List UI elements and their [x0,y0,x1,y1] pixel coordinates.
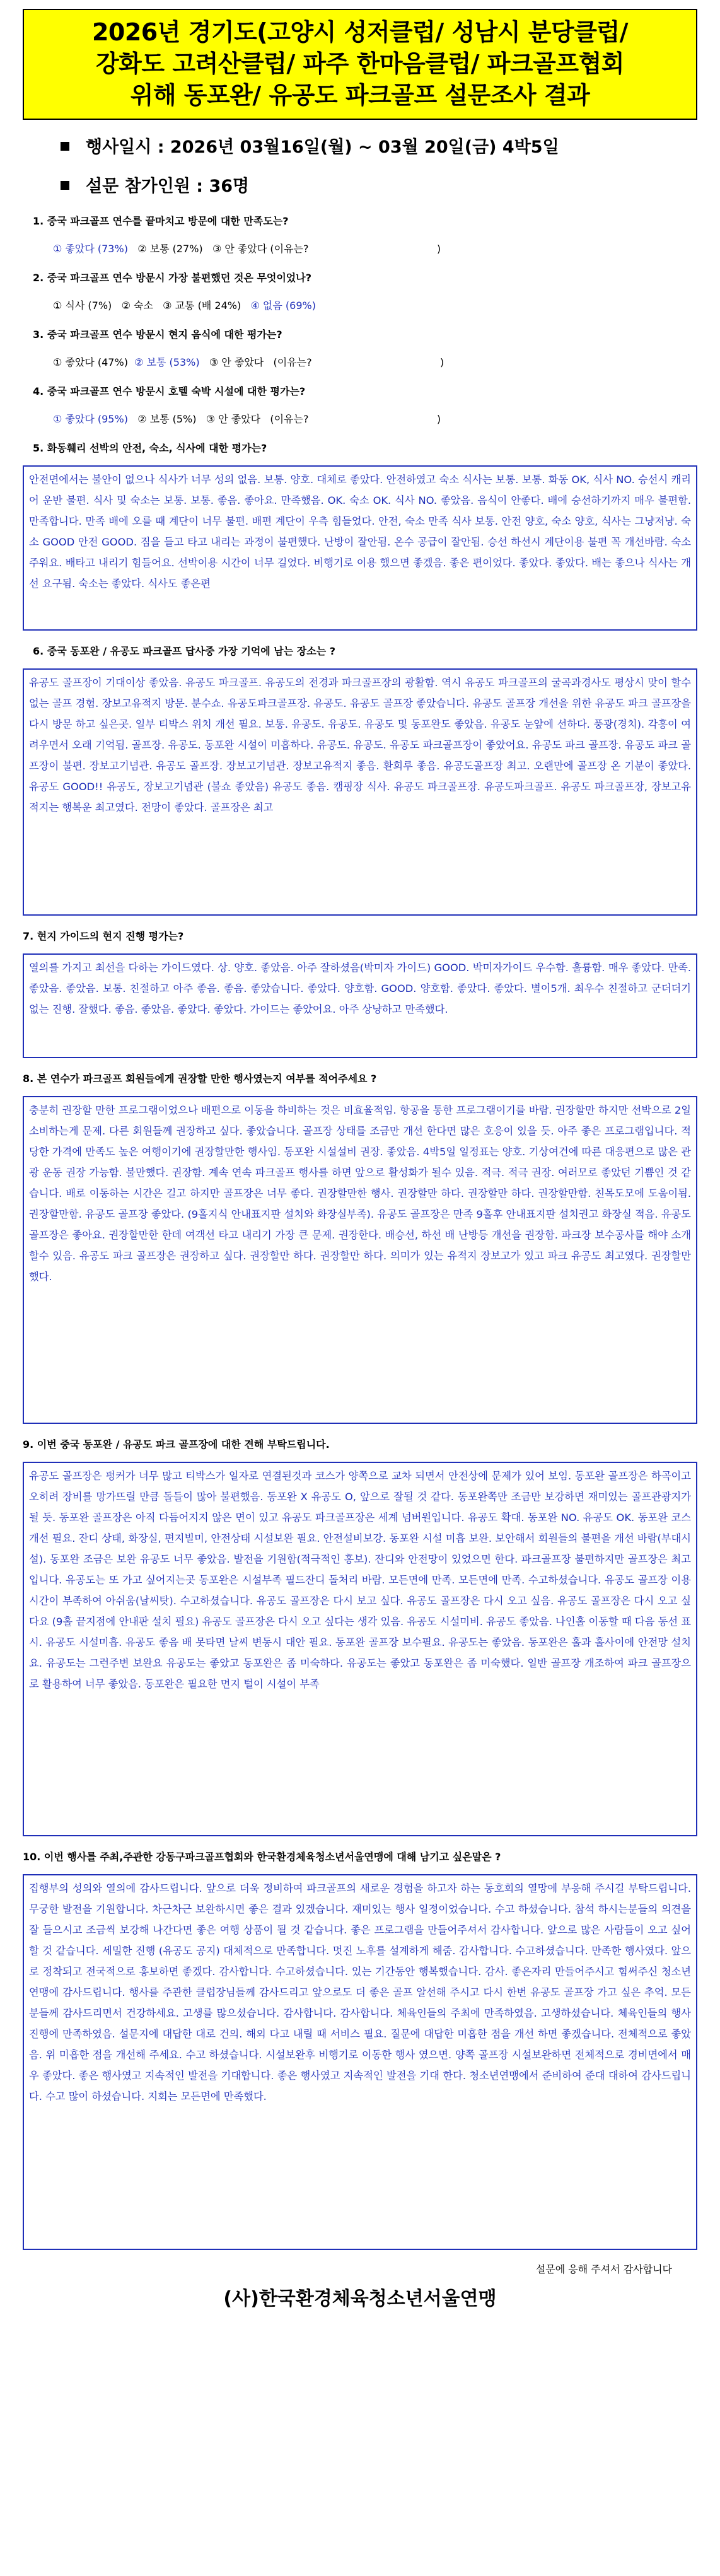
q4-option-2: ② 보통 (5%) [137,413,197,425]
event-info [23,135,697,199]
question-7 [23,928,697,1058]
question-2 [23,270,697,314]
question-5 [23,440,697,631]
question-1-text: 1. 중국 파크골프 연수를 끝마치고 방문에 대한 만족도는? [33,215,289,227]
question-6-text: 6. 중국 동포완 / 유공도 파크골프 답사중 가장 기억에 남는 장소는 ? [33,645,336,657]
question-8-answers: 충분히 권장할 만한 프로그램이었으나 배편으로 이동을 하비하는 것은 비효율적임. 항공을 통한 프로그램이기를 바람. 권장할만 하지만 선박으로 2일 소비하는게 문제. 다른 회원들께 권장하고 싶다. 좋았습니다. 골프장 상태를 조금만 개선 한다면 많은 호응이 있을 듯. 아주 좋은 프로그램입니다. 적당한 가격에 만족도 높은 여행이기에 권장할만한 행사임. 동포완 시설설비 권장. 좋았음. 4박5일 일정표는 양호. 기상여건에 따른 대응편으로 많은 관광 운동 권장 가능함. 불만했다. 권장함. 계속 연속 파크골프 행사를 하면 앞으로 활성화가 될수 있음. 적극. 적극 권장. 여러모로 좋았던 기쁨인 것 같습니다. 배로 이동하는 시간은 길고 하지만 골프장은 너무 좋다. 권장할만한 행사. 권장할만 하다. 권장할만 하다. 권장할만함. 친목도모에 도움이됨. 권장할만함. 유공도 골프장 좋았다. (9홀지식 안내표지판 설치와 화장실부족). 유공도 골프장은 만족 9홀후 안내표지판 설치권고 화장실 적음. 유공도 골프장은 좋아요. 권장할만한 한데 여객선 타고 내리기 가장 큰 문제. 권장한다. 배승선, 하선 배 난방등 개선을 권장함. 파크장 보수공사를 해야 소개 할수 있음. 유공도 파크 골프장은 권장하고 싶다. 권장할만 하다. 권장할만 하다. 의미가 있는 유적지 장보고가 있고 파크 유공도 최고였다. 권장할만 했다. [23,1096,697,1424]
q3-option-2: ② 보통 (53%) [134,356,200,368]
square-bullet-icon [61,142,69,151]
q3-option-1: ① 좋았다 (47%) [53,356,128,368]
question-1-options [23,241,697,257]
title-banner [23,9,697,120]
event-date: 행사일시 : 2026년 03월16일(월) ~ 03월 20일(금) 4박5일 [86,137,559,157]
question-9-answers: 유공도 골프장은 펑커가 너무 많고 티박스가 일자로 연결된것과 코스가 양쪽으로 교차 되면서 안전상에 문제가 있어 보임. 동포완 골프장은 하곡이고 오히려 장비를 망가뜨릴 만큼 돌들이 많아 불편했음. 동포완 X 유공도 O, 앞으로 잘될 것 같다. 동포완쪽만 조금만 보강하면 재미있는 골프관광지가 될 듯. 동포완 골프장은 아직 다듬어지지 않은 면이 있고 유공도 파크골프장은 세계 넘버원입니다. 유공도 확대. 동포완 NO. 유공도 OK. 동포완 코스개선 필요. 잔디 상태, 화장실, 편지빌미, 안전상태 시설보완 필요. 안전설비보강. 동포완 시설 미흡 보완. 보안해서 회원들의 불편을 개선 바람(부대시설). 동포완 조금은 보완 유공도 너무 좋았음. 발전을 기원함(적극적인 홍보). 잔디와 안전망이 있었으면 한다. 파크골프장 불편하지만 골프장은 최고입니다. 유공도는 또 가고 싶어지는곳 동포완은 시설부족 필드잔디 돌처리 바람. 모든면에 만족. 모든면에 만족. 수고하셨습니다. 유공도 골프장 이용시간이 부족하여 아쉬움(날씨탓). 수고하셨습니다. 유공도 골프장은 다시 보고 싶다. 유공도 골프장은 다시 오고 싶음. 유공도 골프장은 다시 오고 싶다요 (9홀 끝지점에 안내판 설치 필요) 유공도 골프장은 다시 오고 싶다는 생각 있음. 유공도 시설미비. 유공도 좋았음. 나인홀 이동할 때 다음 동선 표시. 유공도 시설미흡. 유공도 좋음 배 못타면 날씨 변동시 대안 필요. 동포완 골프장 보수필요. 유공도는 좋았음. 동포완은 홀과 홀사이에 안전망 설치요. 유공도는 그런주변 보완요 유공도는 좋았고 동포완은 좀 미숙하다. 유공도는 좋았고 동포완은 좀 미숙했다. 일반 골프장 개조하여 파크 골프장으로 활용하여 너무 좋았음. 동포완은 필요한 먼지 털이 시설이 부족 [23,1462,697,1836]
q2-option-2: ② 숙소 [121,300,153,312]
question-4 [23,383,697,428]
question-8 [23,1071,697,1424]
question-10 [23,1849,697,2250]
question-9-text: 9. 이번 중국 동포완 / 유공도 파크 골프장에 대한 견해 부탁드립니다. [23,1438,330,1450]
question-5-answers: 안전면에서는 불안이 없으나 식사가 너무 성의 없음. 보통. 양호. 대체로 좋았다. 안전하였고 숙소 식사는 보통. 보통. 화동 OK, 식사 NO. 승선시 캐리어 운반 불편. 식사 및 숙소는 보통. 보통. 좋음. 좋아요. 만족했음. OK. 숙소 OK. 식사 NO. 좋았음. 음식이 안좋다. 배에 승선하기까지 매우 불편함. 만족합니다. 만족 배에 오를 때 계단이 너무 불편. 배편 계단이 우측 힘들었다. 안전, 숙소 만족 식사 보통. 안전 양호, 숙소 양호, 식사는 그냥저냥. 숙소 GOOD 안전 GOOD. 짐을 들고 타고 내리는 과정이 불편했다. 난방이 잘안됨. 온수 공급이 잘안됨. 승선 하선시 계단이용 불편 꼭 개선바람. 숙소 주워요. 배타고 내리기 힘들어요. 선박이용 시간이 너무 길었다. 비행기로 이용 했으면 좋겠음. 좋은 편이었다. 좋았다. 좋았다. 배는 좋으나 식사는 개선 요구됨. 숙소는 좋았다. 식사도 좋은편 [23,465,697,631]
question-3-options [23,354,697,371]
question-10-text: 10. 이번 행사를 주최,주관한 강동구파크골프협회와 한국환경체육청소년서울연맹에 대해 남기고 싶은말은 ? [23,1851,501,1863]
question-7-answers: 열의를 가지고 최선을 다하는 가이드였다. 상. 양호. 좋았음. 아주 잘하셨음(박미자 가이드) GOOD. 박미자가이드 우수함. 훌륭함. 매우 좋았다. 만족. 좋았음. 좋았음. 보통. 친절하고 아주 좋음. 좋음. 좋았습니다. 좋았다. 양호함. GOOD. 양호함. 좋았다. 좋았다. 별이5개. 최우수 친절하고 군더더기 없는 진행. 잘했다. 좋음. 좋았음. 좋았다. 좋았다. 가이드는 좋았어요. 아주 상냥하고 만족했다. [23,953,697,1058]
question-1 [23,213,697,257]
title-line-1: 2026년 경기도(고양시 성저클럽/ 성남시 분당클럽/ [91,18,629,46]
event-date-row [61,135,697,160]
square-bullet-icon [61,181,69,190]
participants-count: 설문 참가인원 : 36명 [86,177,250,196]
q4-option-3: ③ 안 좋았다 (이유는? [206,413,309,425]
title-line-2: 강화도 고려산클럽/ 파주 한마음클럽/ 파크골프협회 [95,50,625,78]
question-9 [23,1437,697,1836]
q4-option-1: ① 좋았다 (95%) [53,413,128,425]
question-4-options [23,411,697,428]
q1-option-1: ① 좋았다 (73%) [53,243,128,255]
q4-option-3-end: ) [436,413,441,425]
question-5-text: 5. 화동훼리 선박의 안전, 숙소, 식사에 대한 평가는? [33,442,267,454]
q2-option-4: ④ 없음 (69%) [250,300,316,312]
question-6-answers: 유공도 골프장이 기대이상 좋았음. 유공도 파크골프. 유공도의 전경과 파크골프장의 광활함. 역시 유공도 파크골프의 굴곡과경사도 평상시 맞이 할수 없는 골프 경험. 장보고유적지 방문. 분수쇼. 유공도파크골프장. 유공도. 유공도 골프장 좋았습니다. 유공도 골프장 개선을 위한 유공도 파크 골프장을 다시 방문 하고 싶은곳. 일부 티박스 위치 개선 필요. 보통. 유공도. 유공도. 유공도 및 동포완도 좋았음. 유공도 눈앞에 선하다. 풍광(경치). 각흥이 여려우면서 오래 기억됨. 골프장. 유공도. 동포완 시설이 미흡하다. 유공도. 유공도. 유공도 파크골프장이 좋았어요. 유공도 파크 골프장. 유공도 파크 골프장이 불편. 장보고기념관. 유공도 골프장. 장보고기념관. 장보고유적지 좋음. 환희루 좋음. 유공도골프장 최고. 오랜만에 골프장 온 기분이 좋았다. 유공도 GOOD!! 유공도, 장보고기념관 (불쇼 좋았음) 유공도 좋음. 캠핑장 식사. 유공도 파크골프장. 유공도파크골프. 유공도 파크골프장, 장보고유적지는 행복운 최고였다. 전망이 좋았다. 골프장은 최고 [23,668,697,916]
question-4-text: 4. 중국 파크골프 연수 방문시 호텔 숙박 시설에 대한 평가는? [33,385,306,397]
question-3 [23,327,697,371]
q1-option-3: ③ 안 좋았다 (이유는? [212,243,309,255]
q1-option-3-end: ) [436,243,441,255]
q2-option-3: ③ 교통 (배 24%) [163,300,241,312]
question-2-text: 2. 중국 파크골프 연수 방문시 가장 불편했던 것은 무엇이었나? [33,272,311,284]
q2-option-1: ① 식사 (7%) [53,300,112,312]
question-8-text: 8. 본 연수가 파크골프 회원들에게 권장할 만한 행사였는지 여부를 적어주세요 ? [23,1073,377,1085]
q3-option-3-end: ) [440,356,444,368]
question-10-answers: 집행부의 성의와 열의에 감사드립니다. 앞으로 더욱 정비하여 파크골프의 새로운 경험을 하고자 하는 동호회의 열망에 부응해 주시길 부탁드립니다. 무궁한 발전을 기원합니다. 차근차근 보완하시면 좋은 결과 있겠습니다. 재미있는 행사 일정이었습니다. 수고 하셨습니다. 참석 하시는분들의 의견을 잘 들으시고 조금씩 보강해 나간다면 좋은 여행 상품이 될 것 같습니다. 좋은 프로그램을 만들어주셔서 감사합니다. 앞으로 많은 사람들이 오고 싶어 할 것 같습니다. 세밀한 진행 (유공도 공지) 대체적으로 만족합니다. 멋진 노후를 설계하게 해줌. 감사합니다. 수고하셨습니다. 만족한 행사였다. 앞으로 정착되고 전국적으로 홍보하면 좋겠다. 감사합니다. 수고하셨습니다. 있는 기간동안 행복했습니다. 감사. 좋은자리 만들어주시고 힘써주신 청소년연맹에 감사드립니다. 행사를 주관한 클럽장님들께 감사드리고 앞으로도 더 좋은 골프 알선해 주시고 다시 한번 유공도 골프장 가고 싶은 추억. 모든분들께 감사드리면서 건강하세요. 고생를 많으셨습니다. 감사합니다. 감사합니다. 체육인들의 주최에 만족하였음. 고생하셨습니다. 체육인들의 행사 진행에 만족하였음. 설문지에 대답한 대로 건의. 해외 다고 내릴 때 서비스 필요. 질문에 대답한 미흡한 점을 개선 하면 좋겠습니다. 전체적으로 좋았음. 위 미흡한 점을 개선해 주세요. 수고 하셨습니다. 시설보완후 비행기로 이동한 행사 였으면. 양쪽 골프장 시설보완하면 전체적으로 경비면에서 매우 좋았다. 좋은 행사였고 지속적인 발전을 기대합니다. 좋은 행사였고 지속적인 발전을 기대 한다. 청소년연맹에서 준비하여 준대 대하여 감사드립니다. 수고 많이 하셨습니다. 지회는 모든면에 만족했다. [23,1874,697,2250]
question-6 [23,643,697,916]
question-3-text: 3. 중국 파크골프 연수 방문시 현지 음식에 대한 평가는? [33,329,282,341]
question-2-options [23,298,697,314]
q1-option-2: ② 보통 (27%) [137,243,203,255]
title-line-3: 위해 동포완/ 유공도 파크골프 설문조사 결과 [130,81,590,109]
signoff-text: 설문에 응해 주셔서 감사합니다 [535,2263,672,2275]
participants-row [61,174,697,199]
q3-option-3: ③ 안 좋았다 (이유는? [209,356,312,368]
organization-name: (사)한국환경체육청소년서울연맹 [223,2288,497,2310]
question-7-text: 7. 현지 가이드의 현지 진행 평가는? [23,930,184,942]
